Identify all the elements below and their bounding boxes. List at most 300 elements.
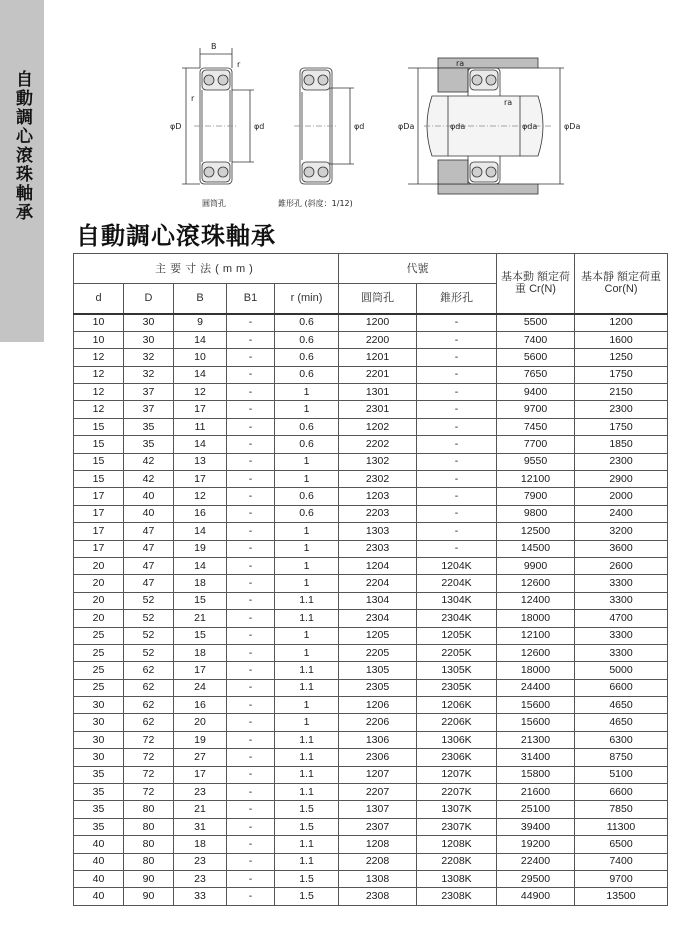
cell-D: 90 [124,871,174,888]
cell-static-load: 1250 [575,349,668,366]
cell-B1: - [227,557,275,574]
cell-d: 15 [74,436,124,453]
page-title: 自動調心滾珠軸承 [76,222,276,250]
cell-r: 1 [275,384,339,401]
cell-dynamic-load: 12500 [497,523,575,540]
cell-B: 10 [174,349,227,366]
cell-r: 1 [275,575,339,592]
cell-d: 25 [74,644,124,661]
cell-r: 1.1 [275,610,339,627]
cell-static-load: 2300 [575,401,668,418]
cell-B1: - [227,453,275,470]
cell-dynamic-load: 7650 [497,366,575,383]
cell-tapered-bore: 1308K [417,871,497,888]
cell-d: 12 [74,384,124,401]
cell-B1: - [227,384,275,401]
cell-B1: - [227,836,275,853]
table-row [74,575,668,592]
cell-tapered-bore: 1204K [417,557,497,574]
cell-tapered-bore: 2208K [417,853,497,870]
table-row [74,610,668,627]
cell-tapered-bore: - [417,488,497,505]
cell-r: 0.6 [275,505,339,522]
cell-cylindrical-bore: 1304 [339,592,417,609]
cell-r: 0.6 [275,488,339,505]
cell-static-load: 2400 [575,505,668,522]
cell-B1: - [227,662,275,679]
cell-tapered-bore: 1305K [417,662,497,679]
cell-D: 30 [124,331,174,348]
table-row [74,523,668,540]
cell-cylindrical-bore: 1301 [339,384,417,401]
cell-tapered-bore: 1207K [417,766,497,783]
side-tab-title: 自動調心滾珠軸承 [12,70,32,222]
dim-Da2-label: φDa [564,122,581,131]
cell-B: 9 [174,314,227,332]
cell-d: 17 [74,488,124,505]
cell-static-load: 7400 [575,853,668,870]
cell-r: 0.6 [275,418,339,435]
cell-tapered-bore: - [417,384,497,401]
cell-r: 1.1 [275,836,339,853]
cell-B: 17 [174,471,227,488]
cell-cylindrical-bore: 2308 [339,888,417,905]
cell-tapered-bore: 2308K [417,888,497,905]
table-row [74,714,668,731]
cell-r: 1 [275,523,339,540]
cell-D: 80 [124,818,174,835]
cell-dynamic-load: 9550 [497,453,575,470]
cell-static-load: 3300 [575,575,668,592]
cell-B: 15 [174,627,227,644]
tapered-bore-label: 錐形孔 (斜度：1/12) [278,199,353,208]
cell-r: 1.5 [275,801,339,818]
table-row [74,314,668,332]
cell-dynamic-load: 12400 [497,592,575,609]
cell-r: 1.1 [275,731,339,748]
dim-B-label: B [211,42,217,51]
cell-tapered-bore: 1306K [417,731,497,748]
table-row [74,540,668,557]
cell-r: 1.1 [275,592,339,609]
table-row [74,349,668,366]
cell-dynamic-load: 12100 [497,627,575,644]
cell-dynamic-load: 18000 [497,610,575,627]
cell-dynamic-load: 21300 [497,731,575,748]
header-B1: B1 [227,284,275,314]
cell-tapered-bore: - [417,349,497,366]
table-row [74,384,668,401]
cell-D: 62 [124,662,174,679]
cell-cylindrical-bore: 2207 [339,784,417,801]
cell-r: 1.1 [275,784,339,801]
cell-B1: - [227,436,275,453]
cell-dynamic-load: 12600 [497,575,575,592]
bearing-diagrams [160,38,590,218]
cell-dynamic-load: 9700 [497,401,575,418]
cell-dynamic-load: 19200 [497,836,575,853]
cell-B: 14 [174,523,227,540]
cell-dynamic-load: 18000 [497,662,575,679]
table-row [74,888,668,905]
table-row [74,836,668,853]
cell-static-load: 11300 [575,818,668,835]
cell-d: 12 [74,401,124,418]
cell-D: 52 [124,592,174,609]
cell-r: 0.6 [275,331,339,348]
cell-D: 80 [124,836,174,853]
cell-B: 21 [174,610,227,627]
cell-B: 20 [174,714,227,731]
cell-tapered-bore: - [417,366,497,383]
cell-D: 52 [124,644,174,661]
cell-dynamic-load: 15600 [497,714,575,731]
cell-tapered-bore: 1304K [417,592,497,609]
cell-static-load: 2150 [575,384,668,401]
cell-d: 35 [74,784,124,801]
cell-static-load: 5100 [575,766,668,783]
cell-d: 30 [74,714,124,731]
cell-tapered-bore: 2205K [417,644,497,661]
cell-d: 30 [74,749,124,766]
cell-r: 0.6 [275,436,339,453]
dim-d-label: φd [254,122,265,131]
cell-D: 72 [124,766,174,783]
cell-static-load: 4700 [575,610,668,627]
cell-cylindrical-bore: 2208 [339,853,417,870]
cell-B: 14 [174,436,227,453]
cell-B: 18 [174,575,227,592]
cell-tapered-bore: 1208K [417,836,497,853]
cell-B1: - [227,523,275,540]
cell-static-load: 3200 [575,523,668,540]
cell-B: 12 [174,488,227,505]
table-row [74,471,668,488]
cell-B: 23 [174,853,227,870]
cell-d: 20 [74,592,124,609]
cell-B: 23 [174,784,227,801]
cell-cylindrical-bore: 2304 [339,610,417,627]
cell-r: 0.6 [275,366,339,383]
cell-d: 25 [74,627,124,644]
cell-dynamic-load: 9800 [497,505,575,522]
cell-d: 17 [74,540,124,557]
cell-D: 47 [124,540,174,557]
cell-r: 1.1 [275,749,339,766]
cell-static-load: 4650 [575,714,668,731]
cell-D: 37 [124,384,174,401]
cell-dynamic-load: 31400 [497,749,575,766]
cell-r: 1 [275,557,339,574]
cell-B: 24 [174,679,227,696]
cell-r: 1 [275,401,339,418]
cell-B: 16 [174,697,227,714]
cell-d: 15 [74,471,124,488]
cell-dynamic-load: 21600 [497,784,575,801]
table-row [74,436,668,453]
cell-tapered-bore: 2307K [417,818,497,835]
cell-D: 52 [124,610,174,627]
cell-B: 18 [174,644,227,661]
cell-dynamic-load: 12100 [497,471,575,488]
cell-cylindrical-bore: 2303 [339,540,417,557]
cell-B1: - [227,331,275,348]
cell-static-load: 1750 [575,366,668,383]
cell-cylindrical-bore: 1200 [339,314,417,332]
dim-D-label: φD [170,122,182,131]
cell-B1: - [227,471,275,488]
cell-tapered-bore: - [417,331,497,348]
cell-static-load: 5000 [575,662,668,679]
header-static-load: 基本靜 額定荷重 Cor(N) [575,254,668,314]
cell-d: 15 [74,418,124,435]
cell-r: 1 [275,540,339,557]
cell-B1: - [227,853,275,870]
header-main-dimensions: 主要寸法(mm) [74,254,339,284]
table-row [74,488,668,505]
cell-static-load: 3600 [575,540,668,557]
cell-static-load: 4650 [575,697,668,714]
cell-D: 42 [124,453,174,470]
cell-d: 40 [74,888,124,905]
cell-cylindrical-bore: 2301 [339,401,417,418]
table-row [74,331,668,348]
cell-D: 90 [124,888,174,905]
cell-static-load: 2000 [575,488,668,505]
cell-d: 10 [74,331,124,348]
table-row [74,627,668,644]
cell-static-load: 1850 [575,436,668,453]
cell-D: 72 [124,749,174,766]
cell-cylindrical-bore: 2205 [339,644,417,661]
table-row [74,679,668,696]
header-B: B [174,284,227,314]
cell-B: 17 [174,662,227,679]
cell-r: 1 [275,627,339,644]
cell-B1: - [227,401,275,418]
cell-cylindrical-bore: 1204 [339,557,417,574]
cell-B1: - [227,679,275,696]
dim-d-tapered-label: φd [354,122,365,131]
cell-d: 35 [74,801,124,818]
cell-D: 62 [124,679,174,696]
cell-B: 23 [174,871,227,888]
table-row [74,505,668,522]
cell-B1: - [227,818,275,835]
cell-r: 1.5 [275,888,339,905]
cell-B1: - [227,540,275,557]
cell-D: 32 [124,366,174,383]
cell-static-load: 3300 [575,644,668,661]
cell-cylindrical-bore: 2203 [339,505,417,522]
cell-d: 40 [74,836,124,853]
cell-B1: - [227,418,275,435]
cell-B1: - [227,644,275,661]
cell-B1: - [227,592,275,609]
cell-cylindrical-bore: 1206 [339,697,417,714]
cell-B1: - [227,801,275,818]
header-r: r (min) [275,284,339,314]
cell-d: 40 [74,871,124,888]
cell-D: 42 [124,471,174,488]
cell-D: 52 [124,627,174,644]
cell-D: 62 [124,714,174,731]
cell-tapered-bore: - [417,418,497,435]
cell-static-load: 1750 [575,418,668,435]
cell-B1: - [227,766,275,783]
cell-dynamic-load: 39400 [497,818,575,835]
cell-static-load: 2900 [575,471,668,488]
cell-cylindrical-bore: 1307 [339,801,417,818]
cell-B1: - [227,714,275,731]
cell-tapered-bore: 1307K [417,801,497,818]
cell-cylindrical-bore: 1205 [339,627,417,644]
header-tapered-bore: 錐形孔 [417,284,497,314]
cell-cylindrical-bore: 1302 [339,453,417,470]
cell-B: 17 [174,766,227,783]
cell-cylindrical-bore: 1201 [339,349,417,366]
cell-cylindrical-bore: 2305 [339,679,417,696]
cell-B: 31 [174,818,227,835]
cell-B1: - [227,488,275,505]
header-dynamic-load: 基本動 額定荷重 Cr(N) [497,254,575,314]
cell-static-load: 2300 [575,453,668,470]
cell-dynamic-load: 22400 [497,853,575,870]
cell-B1: - [227,314,275,332]
cell-static-load: 6300 [575,731,668,748]
table-row [74,401,668,418]
cell-D: 40 [124,505,174,522]
cylindrical-bore-drawing [182,48,254,184]
cell-r: 1 [275,453,339,470]
dim-da2-label: φda [522,122,538,131]
cell-d: 12 [74,366,124,383]
dim-ra-top-label: ra [456,59,465,68]
cell-static-load: 1200 [575,314,668,332]
cell-B: 19 [174,731,227,748]
cell-B: 17 [174,401,227,418]
cell-d: 15 [74,453,124,470]
cell-d: 35 [74,766,124,783]
cell-dynamic-load: 5600 [497,349,575,366]
cell-dynamic-load: 44900 [497,888,575,905]
cell-r: 0.6 [275,314,339,332]
cell-D: 47 [124,523,174,540]
cell-B: 18 [174,836,227,853]
cell-B1: - [227,627,275,644]
cell-B: 14 [174,557,227,574]
cell-d: 30 [74,697,124,714]
cell-d: 25 [74,662,124,679]
cell-cylindrical-bore: 1308 [339,871,417,888]
table-row [74,801,668,818]
table-row [74,697,668,714]
cell-cylindrical-bore: 1305 [339,662,417,679]
cell-r: 1 [275,714,339,731]
cell-D: 72 [124,731,174,748]
cell-d: 20 [74,575,124,592]
header-d: d [74,284,124,314]
cell-tapered-bore: 2306K [417,749,497,766]
cell-static-load: 9700 [575,871,668,888]
cell-dynamic-load: 29500 [497,871,575,888]
table-row [74,766,668,783]
cell-B1: - [227,697,275,714]
dim-ra-inner-label: ra [504,98,513,107]
cell-B: 19 [174,540,227,557]
cell-B1: - [227,749,275,766]
cell-r: 1.5 [275,818,339,835]
cell-B: 33 [174,888,227,905]
dim-Da-label: φDa [398,122,415,131]
cell-static-load: 3300 [575,592,668,609]
cell-B: 13 [174,453,227,470]
table-row [74,818,668,835]
cell-tapered-bore: 2207K [417,784,497,801]
cell-dynamic-load: 9400 [497,384,575,401]
table-row [74,418,668,435]
cell-D: 40 [124,488,174,505]
cell-tapered-bore: 2304K [417,610,497,627]
cell-r: 1.1 [275,662,339,679]
cell-r: 0.6 [275,349,339,366]
mounting-drawing [408,58,564,194]
cell-cylindrical-bore: 1303 [339,523,417,540]
header-D: D [124,284,174,314]
header-cylindrical-bore: 圓筒孔 [339,284,417,314]
cell-static-load: 13500 [575,888,668,905]
table-row [74,662,668,679]
cell-cylindrical-bore: 2307 [339,818,417,835]
cell-cylindrical-bore: 1203 [339,488,417,505]
cell-B: 21 [174,801,227,818]
cell-D: 47 [124,575,174,592]
table-row [74,557,668,574]
cell-static-load: 3300 [575,627,668,644]
cell-cylindrical-bore: 2302 [339,471,417,488]
cell-B: 27 [174,749,227,766]
cell-dynamic-load: 15800 [497,766,575,783]
cell-r: 1 [275,644,339,661]
dim-da-label: φda [450,122,466,131]
side-tab [0,0,44,342]
cell-dynamic-load: 9900 [497,557,575,574]
cell-d: 17 [74,523,124,540]
cell-static-load: 7850 [575,801,668,818]
table-row [74,749,668,766]
cell-dynamic-load: 5500 [497,314,575,332]
cell-static-load: 6600 [575,784,668,801]
cell-cylindrical-bore: 1202 [339,418,417,435]
cell-dynamic-load: 25100 [497,801,575,818]
dim-r-top-label: r [237,60,241,69]
table-row [74,453,668,470]
cell-B1: - [227,366,275,383]
cell-B1: - [227,505,275,522]
table-row [74,592,668,609]
cell-static-load: 8750 [575,749,668,766]
cell-D: 37 [124,401,174,418]
table-row [74,784,668,801]
cell-r: 1 [275,697,339,714]
cell-tapered-bore: 2204K [417,575,497,592]
cell-B1: - [227,731,275,748]
cell-dynamic-load: 14500 [497,540,575,557]
cell-tapered-bore: 2206K [417,714,497,731]
cell-static-load: 6500 [575,836,668,853]
cell-D: 80 [124,801,174,818]
cell-d: 35 [74,818,124,835]
